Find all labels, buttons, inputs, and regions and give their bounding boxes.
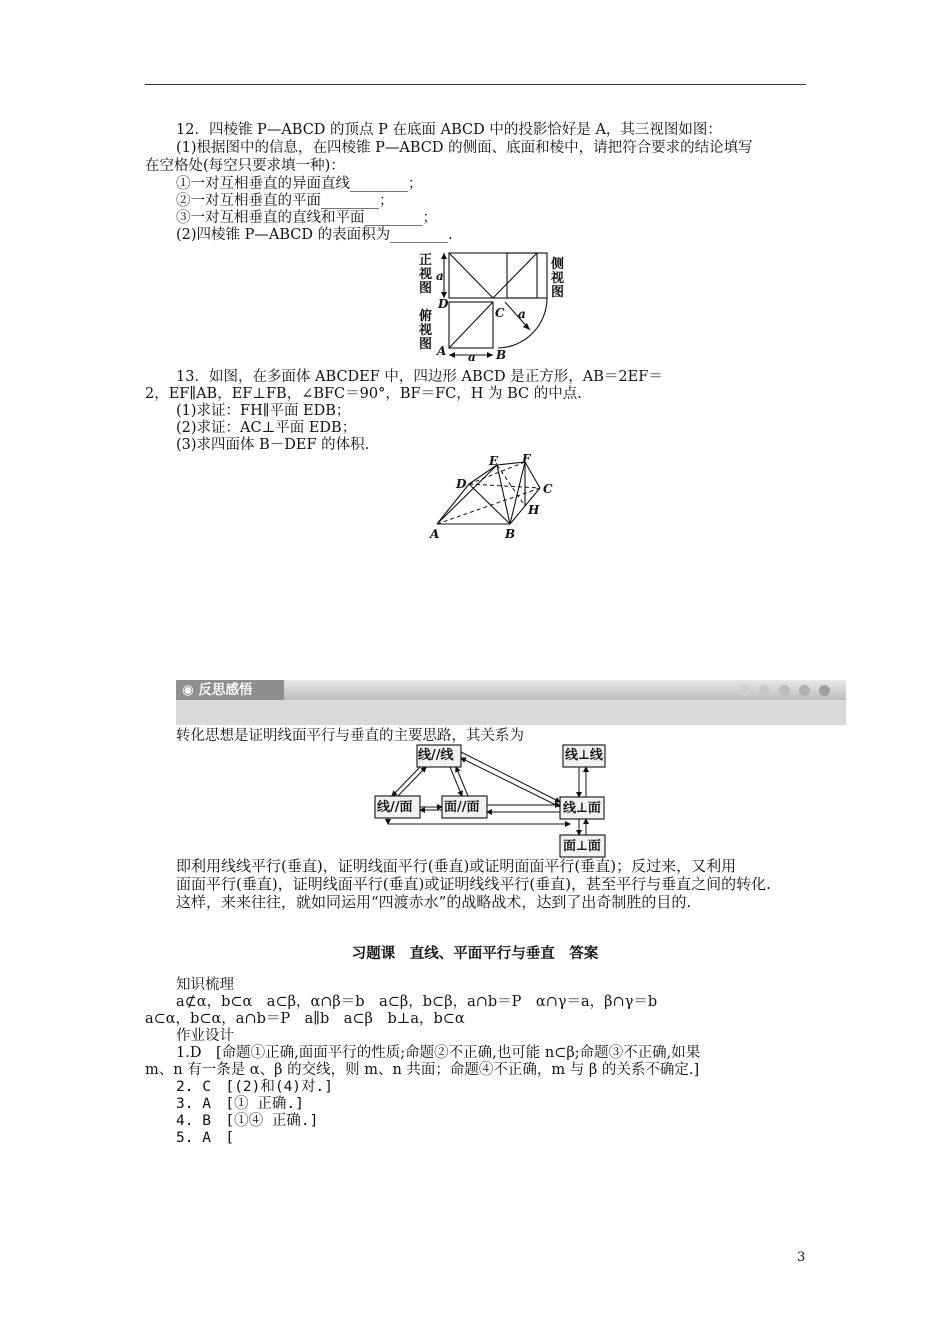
label-a-diag: a: [518, 307, 526, 321]
q13-part-1: (1)求证：FH∥平面 EDB；: [176, 403, 351, 419]
answer-1-cont: m、n 有一条是 α、β 的交线，则 m、n 共面；命题④不正确，m 与 β 的关系不确定.]: [145, 1062, 700, 1078]
page-number: 3: [797, 1250, 806, 1265]
banner-dot: [819, 685, 830, 696]
answers-title: 习题课 直线、平面平行与垂直 答案: [351, 946, 599, 962]
poly-label-A: A: [430, 527, 440, 541]
q13-part-3: (3)求四面体 B－DEF 的体积.: [176, 437, 370, 453]
banner-dot: [739, 685, 750, 696]
reflection-banner: [176, 680, 846, 725]
q13-line-2: 2，EF∥AB，EF⊥FB，∠BFC＝90°，BF＝FC，H 为 BC 的中点.: [145, 386, 582, 402]
node-plane-par-plane: 面//面: [444, 800, 480, 815]
node-line-perp-plane: 线⊥面: [563, 801, 601, 816]
q12-line-2: (1)根据图中的信息，在四棱锥 P—ABCD 的侧面、底面和棱中，请把符合要求的结论填写: [176, 140, 753, 156]
node-line-perp-line: 线⊥线: [565, 748, 603, 763]
banner-dot: [779, 685, 790, 696]
label-a-bottom: a: [468, 350, 476, 364]
banner-shade: [176, 700, 846, 725]
q12-blank-1: ①一对互相垂直的异面直线________；: [176, 176, 423, 192]
q13-part-2: (2)求证：AC⊥平面 EDB；: [176, 420, 357, 436]
reflection-para-3: 这样，来来往往，就如同运用“四渡赤水”的战略战术，达到了出奇制胜的目的.: [176, 893, 692, 911]
q13-line-1: 13．如图，在多面体 ABCDEF 中，四边形 ABCD 是正方形，AB＝2EF＝: [176, 369, 663, 385]
front-view-rect: [449, 253, 537, 298]
label-a-front: a: [436, 269, 444, 283]
node-line-par-plane: 线//面: [377, 800, 413, 815]
answer-1: 1.D [命题①正确,面面平行的性质;命题②不正确,也可能 n⊂β;命题③不正确,如果: [176, 1045, 701, 1061]
label-D: D: [438, 297, 449, 311]
answers-heading-knowledge: 知识梳理: [176, 977, 234, 993]
answer-5: 5. A [: [176, 1130, 235, 1146]
answer-3: 3. A [① 正确.]: [176, 1096, 304, 1112]
q12-line-3: 在空格处(每空只要求填一种)：: [145, 158, 345, 174]
label-A: A: [437, 344, 447, 358]
q12-line-part2: (2)四棱锥 P—ABCD 的表面积为________.: [176, 227, 453, 243]
reflection-para-1: 即利用线线平行(垂直)，证明线面平行(垂直)或证明面面平行(垂直)；反过来，又利用: [176, 857, 737, 875]
answer-2: 2. C [(2)和(4)对.]: [176, 1079, 333, 1095]
front-view-label: 正视图: [419, 253, 433, 296]
side-view-label: 侧视图: [551, 257, 565, 300]
banner-title: ◉ 反思感悟: [176, 680, 284, 700]
label-B: B: [496, 348, 507, 362]
poly-label-D: D: [456, 477, 467, 491]
q12-line-1: 12．四棱锥 P—ABCD 的顶点 P 在底面 ABCD 中的投影恰好是 A，其三视图如图：: [176, 122, 722, 138]
node-line-par-line: 线//线: [418, 748, 454, 763]
answers-heading-homework: 作业设计: [176, 1028, 234, 1044]
poly-label-F: F: [522, 452, 531, 466]
header-rule: [145, 84, 806, 85]
answers-knowledge-2: a⊂α，b⊂α，a∩b＝P a∥b a⊂β b⊥a，b⊂α: [145, 1011, 465, 1027]
q12-blank-2: ②一对互相垂直的平面________；: [176, 193, 394, 209]
poly-label-B: B: [505, 527, 516, 541]
label-C: C: [495, 306, 505, 320]
poly-label-C: C: [543, 482, 553, 496]
q12-blank-3: ③一对互相垂直的直线和平面________；: [176, 210, 437, 226]
reflection-para-2: 面面平行(垂直)，证明线面平行(垂直)或证明线线平行(垂直)，甚至平行与垂直之间的转化.: [176, 875, 771, 893]
banner-dot: [759, 685, 770, 696]
node-plane-perp-plane: 面⊥面: [563, 839, 601, 854]
poly-label-H: H: [528, 503, 540, 517]
poly-label-E: E: [489, 454, 499, 468]
reflection-intro: 转化思想是证明线面平行与垂直的主要思路，其关系为: [176, 728, 524, 744]
answers-knowledge-1: a⊄α，b⊂α a⊂β，α∩β＝b a⊂β，b⊂β，a∩b＝P α∩γ＝a，β∩γ＝b: [176, 994, 658, 1010]
answer-4: 4. B [①④ 正确.]: [176, 1113, 319, 1129]
top-view-label: 俯视图: [419, 309, 433, 352]
banner-dot: [799, 685, 810, 696]
